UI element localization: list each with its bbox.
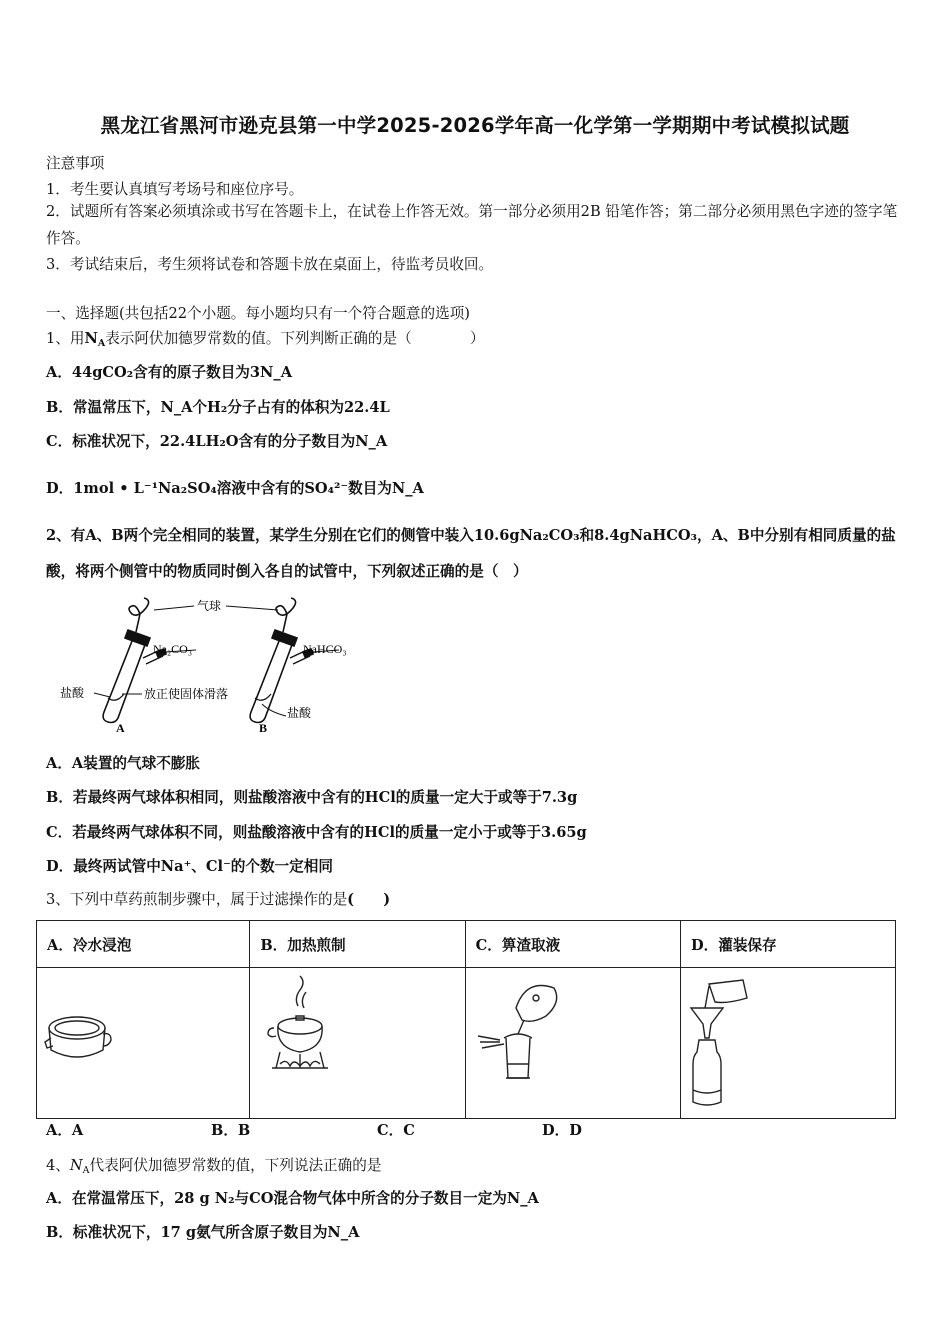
notice-heading: 注意事项 bbox=[46, 155, 105, 172]
q3-answer-d: D．D bbox=[542, 1122, 582, 1139]
q2-option-a: A．A装置的气球不膨胀 bbox=[46, 755, 200, 772]
notice-item-1: 1．考生要认真填写考场号和座位序号。 bbox=[46, 181, 304, 198]
q3-answer-b: B．B bbox=[211, 1122, 251, 1139]
q4-option-a: A．在常温常压下，28 g N₂与CO混合物气体中所含的分子数目一定为N_A bbox=[46, 1190, 539, 1207]
fig-nahco3-label: NaHCO₃ bbox=[303, 642, 347, 656]
q3-stem: 3、下列中草药煎制步骤中，属于过滤操作的是( ) bbox=[46, 891, 391, 908]
q2-option-d: D．最终两试管中Na⁺、Cl⁻的个数一定相同 bbox=[46, 858, 333, 875]
heating-pot-icon bbox=[250, 968, 455, 1114]
fig-label-b: B bbox=[259, 721, 268, 735]
q4-stem: 4、$N_A$代表阿伏加德罗常数的值，下列说法正确的是 bbox=[46, 1157, 382, 1176]
q2-stem: 2、有A、B两个完全相同的装置，某学生分别在它们的侧管中装入10.6gNa₂CO₃和8.4gNaHCO₃，A、B中分别有相同质量的盐酸，将两个侧管中的物质同时倒入各自的试管中，下列叙述正确的是（ ） bbox=[46, 527, 896, 580]
q3-header-b: B．加热煎制 bbox=[250, 921, 465, 968]
q3-image-b bbox=[250, 968, 465, 1119]
q1-option-d: D．1mol • L⁻¹Na₂SO₄溶液中含有的SO₄²⁻数目为N_A bbox=[46, 480, 424, 497]
q4-option-b: B．标准状况下，17 g氨气所含原子数目为N_A bbox=[46, 1224, 360, 1241]
q3-answer-a: A．A bbox=[46, 1122, 84, 1139]
section-heading: 一、选择题(共包括22个小题。每小题均只有一个符合题意的选项) bbox=[46, 305, 470, 322]
fig-balloon-label: 气球 bbox=[197, 599, 222, 613]
q2-apparatus-figure bbox=[56, 594, 366, 739]
q3-header-a: A．冷水浸泡 bbox=[37, 921, 250, 968]
notice-item-3: 3．考试结束后，考生须将试卷和答题卡放在桌面上，待监考员收回。 bbox=[46, 256, 494, 273]
fig-label-a: A bbox=[116, 721, 125, 735]
q3-image-a bbox=[37, 968, 250, 1119]
q1-option-a: A．44gCO₂含有的原子数目为3N_A bbox=[46, 364, 293, 381]
page-title: 黑龙江省黑河市逊克县第一中学2025-2026学年高一化学第一学期期中考试模拟试题 bbox=[100, 114, 850, 137]
bottling-storage-icon bbox=[681, 968, 895, 1114]
q2-option-c: C．若最终两气球体积不同，则盐酸溶液中含有的HCl的质量一定小于或等于3.65g bbox=[46, 824, 587, 841]
q2-option-b: B．若最终两气球体积相同，则盐酸溶液中含有的HCl的质量一定大于或等于7.3g bbox=[46, 789, 578, 806]
q3-image-d bbox=[681, 968, 896, 1119]
fig-note-label: 放正使固体滑落 bbox=[144, 687, 229, 701]
q3-image-c bbox=[465, 968, 680, 1119]
q1-option-b: B．常温常压下，N_A个H₂分子占有的体积为22.4L bbox=[46, 399, 390, 416]
fig-acid-right-label: 盐酸 bbox=[287, 706, 312, 720]
q3-header-d: D．灌装保存 bbox=[681, 921, 896, 968]
filtering-residue-icon bbox=[466, 968, 671, 1114]
q1-option-c: C．标准状况下，22.4LH₂O含有的分子数目为N_A bbox=[46, 433, 388, 450]
q3-answer-c: C．C bbox=[377, 1122, 415, 1139]
soaking-pot-icon bbox=[37, 968, 240, 1114]
q1-stem: 1、用$N_A$表示阿伏加德罗常数的值。下列判断正确的是（ ） bbox=[46, 330, 485, 349]
q3-steps-table bbox=[36, 920, 896, 1119]
notice-item-2: 2．试题所有答案必须填涂或书写在答题卡上，在试卷上作答无效。第一部分必须用2B 铅笔作答；第二部分必须用黑色字迹的签字笔作答。 bbox=[46, 203, 898, 247]
q3-header-c: C．箅渣取液 bbox=[465, 921, 680, 968]
fig-acid-left-label: 盐酸 bbox=[60, 686, 85, 700]
fig-na2co3-label: Na₂CO₃ bbox=[153, 642, 193, 656]
